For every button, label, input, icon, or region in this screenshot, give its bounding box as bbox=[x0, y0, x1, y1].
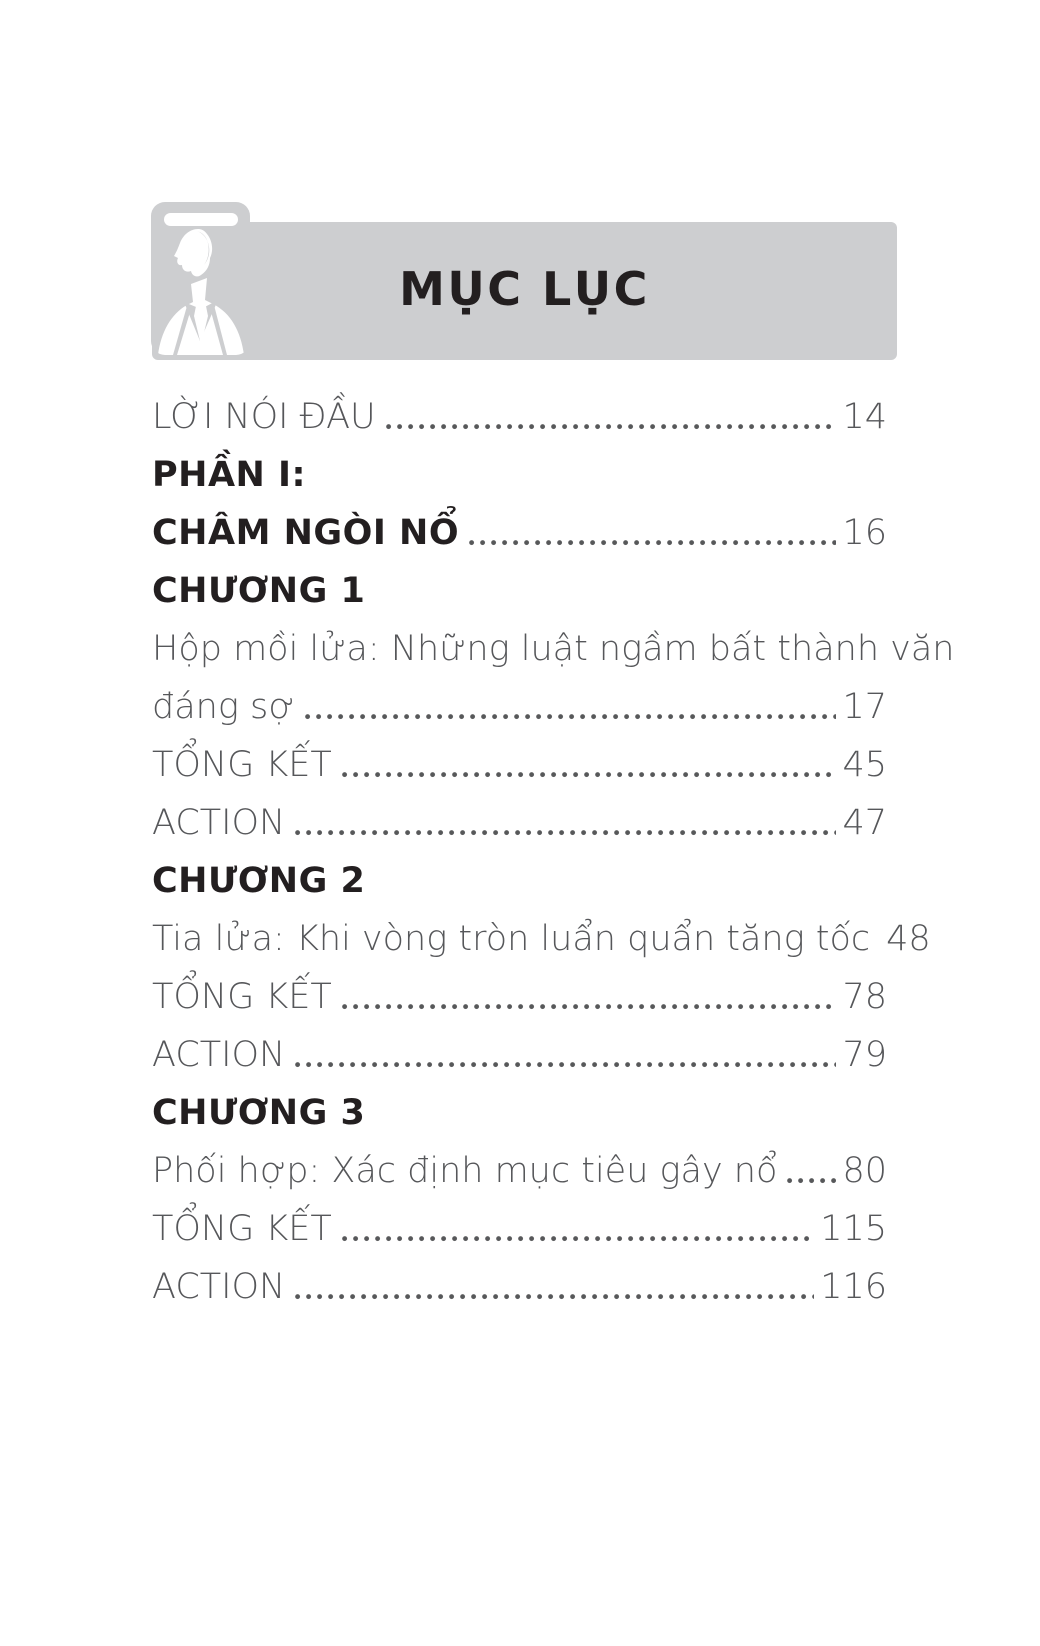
toc-page-number: 80 bbox=[842, 1151, 887, 1191]
toc-row bbox=[152, 502, 887, 560]
toc-page-number: 116 bbox=[820, 1267, 887, 1307]
toc-page-number: 48 bbox=[886, 919, 931, 959]
toc-entry-label: đáng sợ bbox=[152, 687, 295, 727]
toc-entry-label: Hộp mồi lửa: Những luật ngầm bất thành văn bbox=[152, 629, 955, 669]
toc-entry-label: Phối hợp: Xác định mục tiêu gây nổ bbox=[152, 1151, 778, 1191]
toc-entry-label: ACTION bbox=[152, 1267, 286, 1307]
dotted-leader bbox=[295, 1294, 814, 1300]
toc-entry-label: ACTION bbox=[152, 803, 286, 843]
dotted-leader bbox=[295, 1062, 836, 1068]
toc-page-number: 47 bbox=[842, 803, 887, 843]
toc-row bbox=[152, 444, 887, 502]
dotted-leader bbox=[342, 772, 837, 778]
toc-entry-label: Tia lửa: Khi vòng tròn luẩn quẩn tăng tốc bbox=[152, 919, 871, 959]
toc-list bbox=[152, 386, 955, 1314]
toc-row bbox=[152, 676, 887, 734]
toc-row bbox=[152, 908, 931, 966]
toc-page-number: 115 bbox=[820, 1209, 887, 1249]
toc-entry-label: TỔNG KẾT bbox=[152, 1209, 332, 1249]
toc-page-number: 16 bbox=[842, 513, 887, 553]
suit-man-silhouette-icon bbox=[151, 202, 250, 355]
dotted-leader bbox=[305, 714, 837, 720]
dotted-leader bbox=[342, 1236, 814, 1242]
page-title: MỤC LỤC bbox=[399, 262, 650, 316]
toc-entry-label: TỔNG KẾT bbox=[152, 745, 332, 785]
toc-entry-label: PHẦN I: bbox=[152, 455, 307, 495]
dotted-leader bbox=[787, 1178, 836, 1184]
book-logo-badge bbox=[151, 202, 250, 355]
toc-page-number: 79 bbox=[842, 1035, 887, 1075]
dotted-leader bbox=[295, 830, 836, 836]
toc-row bbox=[152, 850, 887, 908]
toc-row bbox=[152, 560, 887, 618]
toc-row bbox=[152, 386, 887, 444]
toc-page-number: 14 bbox=[842, 397, 887, 437]
toc-row bbox=[152, 1082, 887, 1140]
dotted-leader bbox=[342, 1004, 837, 1010]
toc-header-banner bbox=[152, 222, 897, 360]
toc-page-number: 17 bbox=[842, 687, 887, 727]
toc-row bbox=[152, 1140, 887, 1198]
toc-row bbox=[152, 618, 955, 676]
dotted-leader bbox=[386, 424, 837, 430]
toc-row bbox=[152, 792, 887, 850]
dotted-leader bbox=[469, 540, 836, 546]
toc-entry-label: CHƯƠNG 3 bbox=[152, 1093, 366, 1133]
toc-row bbox=[152, 1024, 887, 1082]
toc-entry-label: LỜI NÓI ĐẦU bbox=[152, 397, 376, 437]
toc-row bbox=[152, 1198, 887, 1256]
toc-row bbox=[152, 966, 887, 1024]
toc-entry-label: CHÂM NGÒI NỔ bbox=[152, 513, 460, 553]
toc-entry-label: ACTION bbox=[152, 1035, 286, 1075]
toc-page-number: 78 bbox=[842, 977, 887, 1017]
toc-entry-label: TỔNG KẾT bbox=[152, 977, 332, 1017]
toc-entry-label: CHƯƠNG 1 bbox=[152, 571, 366, 611]
toc-row bbox=[152, 1256, 887, 1314]
toc-page-number: 45 bbox=[842, 745, 887, 785]
toc-entry-label: CHƯƠNG 2 bbox=[152, 861, 366, 901]
toc-row bbox=[152, 734, 887, 792]
